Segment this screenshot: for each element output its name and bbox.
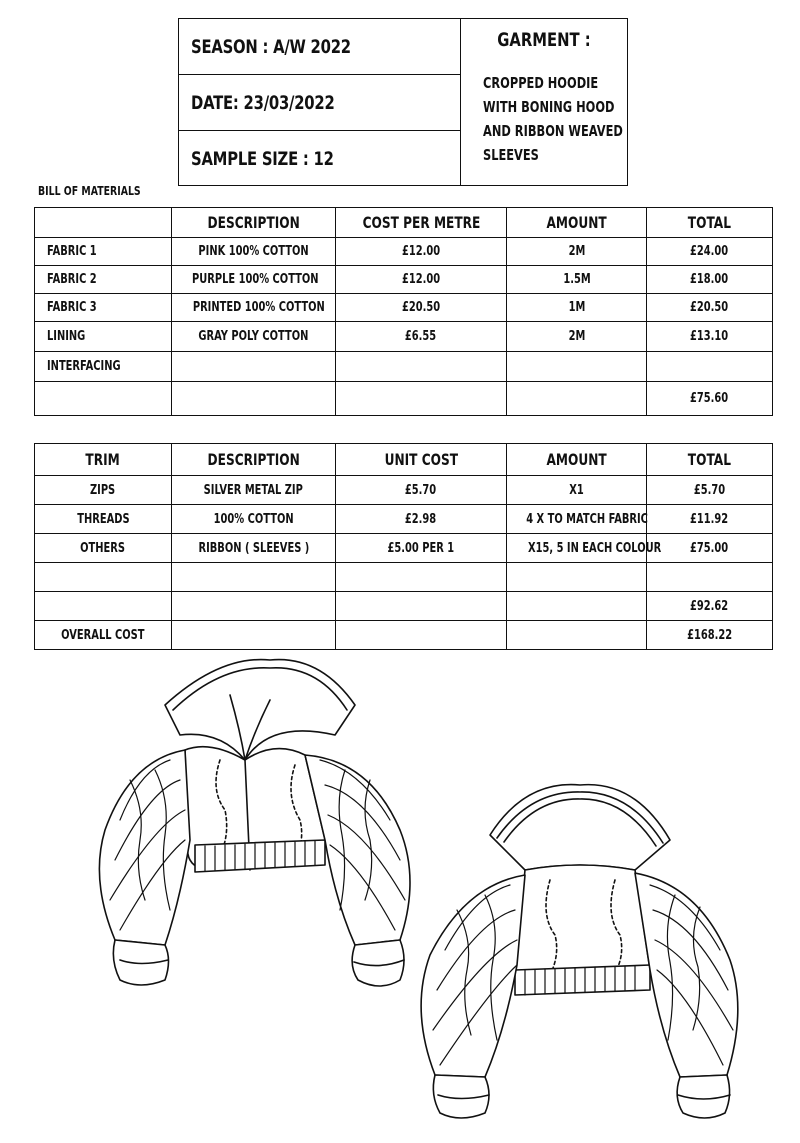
header-cell: DESCRIPTION [172, 444, 336, 476]
table-cell: £20.50 [336, 294, 507, 322]
table-cell: 2M [507, 238, 647, 266]
table-cell [647, 563, 773, 592]
date-text: DATE: 23/03/2022 [191, 91, 335, 114]
header-cell: COST PER METRE [336, 208, 507, 238]
table-row [35, 534, 773, 563]
garment-title [461, 29, 627, 51]
table-row [35, 476, 773, 505]
overall-cost-row [35, 621, 773, 650]
row-label: LINING [35, 322, 172, 352]
table-cell: £12.00 [336, 238, 507, 266]
header-cell [35, 208, 172, 238]
table-header-row [35, 208, 773, 238]
fabric-table [34, 207, 773, 416]
garment-line: SLEEVES [483, 146, 539, 164]
table-cell: 1.5M [507, 266, 647, 294]
overall-cost-value: £168.22 [647, 621, 773, 650]
table-cell [647, 352, 773, 382]
table-cell [336, 563, 507, 592]
table-cell [507, 621, 647, 650]
row-label: ZIPS [35, 476, 172, 505]
table-cell: RIBBON ( SLEEVES ) [172, 534, 336, 563]
table-cell: X15, 5 IN EACH COLOUR [507, 534, 647, 563]
header-cell: TOTAL [647, 208, 773, 238]
table-cell [172, 382, 336, 416]
header-cell: AMOUNT [507, 208, 647, 238]
table-cell: 100% COTTON [172, 505, 336, 534]
table-cell [507, 592, 647, 621]
table-cell [336, 621, 507, 650]
trim-table [34, 443, 773, 650]
row-label: OVERALL COST [35, 621, 172, 650]
table-row [35, 563, 773, 592]
table-cell: 1M [507, 294, 647, 322]
sample-size-text: SAMPLE SIZE : 12 [191, 148, 334, 170]
table-cell: £18.00 [647, 266, 773, 294]
table-cell: 4 X TO MATCH FABRIC [507, 505, 647, 534]
table-cell: £6.55 [336, 322, 507, 352]
garment-line: WITH BONING HOOD [483, 98, 615, 116]
garment-title-text: GARMENT : [497, 29, 591, 51]
table-cell: £75.00 [647, 534, 773, 563]
table-cell [507, 563, 647, 592]
table-cell [172, 352, 336, 382]
sample-size-row [179, 131, 460, 187]
row-label: INTERFACING [35, 352, 172, 382]
header-cell: TOTAL [647, 444, 773, 476]
table-cell: £20.50 [647, 294, 773, 322]
table-cell [336, 592, 507, 621]
table-cell: £13.10 [647, 322, 773, 352]
table-cell: SILVER METAL ZIP [172, 476, 336, 505]
season-text: SEASON : A/W 2022 [191, 35, 351, 58]
table-row [35, 266, 773, 294]
table-row [35, 238, 773, 266]
table-cell: £5.00 PER 1 [336, 534, 507, 563]
garment-line: CROPPED HOODIE [483, 74, 599, 92]
header-left [179, 19, 461, 185]
header-box [178, 18, 628, 186]
subtotal-row [35, 382, 773, 416]
table-cell [172, 592, 336, 621]
table-row [35, 294, 773, 322]
table-cell: £24.00 [647, 238, 773, 266]
table-cell [336, 382, 507, 416]
table-cell [172, 563, 336, 592]
row-label: FABRIC 1 [35, 238, 172, 266]
header-cell: DESCRIPTION [172, 208, 336, 238]
trim-subtotal: £92.62 [647, 592, 773, 621]
table-row [35, 505, 773, 534]
row-label: THREADS [35, 505, 172, 534]
table-cell: PRINTED 100% COTTON [172, 294, 336, 322]
table-cell: £2.98 [336, 505, 507, 534]
hoodie-back-sketch [395, 785, 770, 1125]
row-label [35, 382, 172, 416]
table-cell [336, 352, 507, 382]
table-header-row [35, 444, 773, 476]
row-label [35, 563, 172, 592]
table-cell [507, 382, 647, 416]
season-row [179, 19, 460, 75]
table-cell: PURPLE 100% COTTON [172, 266, 336, 294]
table-cell [507, 352, 647, 382]
hoodie-front-sketch [70, 660, 450, 1005]
fabric-subtotal: £75.60 [647, 382, 773, 416]
table-row [35, 322, 773, 352]
table-cell [172, 621, 336, 650]
date-row [179, 75, 460, 131]
row-label [35, 592, 172, 621]
table-cell: £12.00 [336, 266, 507, 294]
garment-box [461, 19, 627, 185]
table-cell: £11.92 [647, 505, 773, 534]
subtotal-row [35, 592, 773, 621]
garment-line: AND RIBBON WEAVED [483, 122, 623, 140]
table-cell: GRAY POLY COTTON [172, 322, 336, 352]
row-label: OTHERS [35, 534, 172, 563]
row-label: FABRIC 2 [35, 266, 172, 294]
table-cell: £5.70 [647, 476, 773, 505]
row-label: FABRIC 3 [35, 294, 172, 322]
table-cell: £5.70 [336, 476, 507, 505]
table-cell: 2M [507, 322, 647, 352]
header-cell: TRIM [35, 444, 172, 476]
table-cell: X1 [507, 476, 647, 505]
table-row [35, 352, 773, 382]
header-cell: AMOUNT [507, 444, 647, 476]
garment-description [483, 71, 643, 167]
header-cell: UNIT COST [336, 444, 507, 476]
bom-label: BILL OF MATERIALS [38, 184, 141, 198]
table-cell: PINK 100% COTTON [172, 238, 336, 266]
